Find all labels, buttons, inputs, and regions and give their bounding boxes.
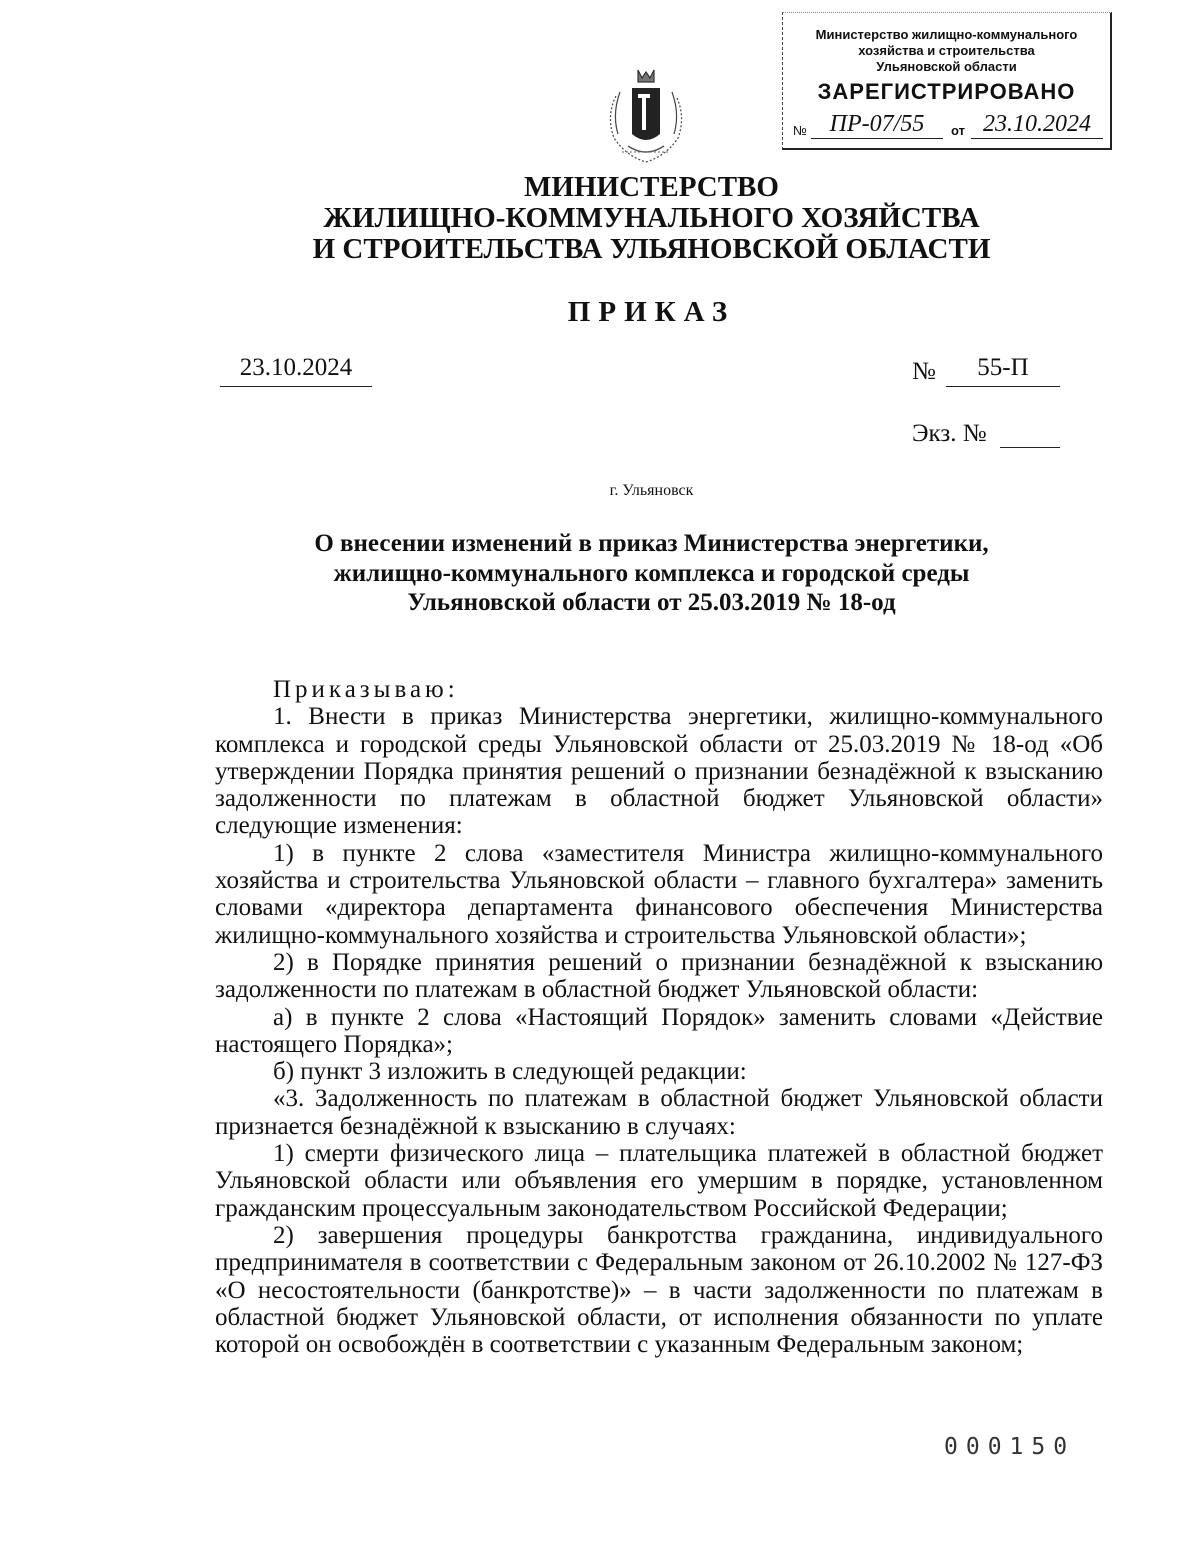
stamp-org-line-3: Ульяновской области — [876, 59, 1017, 74]
order-date: 23.10.2024 — [220, 354, 372, 387]
clause-1-item-2-b: б) пункт 3 изложить в следующей редакции: — [273, 1058, 747, 1086]
copy-number-label: Экз. № — [912, 420, 987, 447]
registration-stamp — [782, 12, 1112, 150]
subject-line-1: О внесении изменений в приказ Министерства энергетики, — [314, 530, 989, 557]
order-body — [215, 676, 1103, 1358]
ministry-heading-line-2: ЖИЛИЩНО-КОММУНАЛЬНОГО ХОЗЯЙСТВА — [323, 202, 980, 234]
stamp-date-label: от — [951, 123, 965, 138]
stamp-registration-number: ПР-07/55 — [811, 111, 943, 139]
clause-1-item-1: 1) в пункте 2 слова «заместителя Министра жилищно-коммунального хозяйства и строительства Ульяновской области – главного бухгалтера» заменить словами «директора департамента финансового обеспечения Министерства жилищно-коммунального хозяйства и строительства Ульяновской области»; — [215, 839, 1103, 949]
stamp-registration-date: 23.10.2024 — [971, 111, 1103, 139]
ministry-heading-line-1: МИНИСТЕРСТВО — [524, 171, 779, 203]
copy-number-blank — [1000, 420, 1060, 448]
point-3-case-1: 1) смерти физического лица – плательщика платежей в областной бюджет Ульяновской области или объявления его умершим в порядке, установленном гражданским процессуальным законодательством Российской Федерации; — [215, 1140, 1103, 1222]
order-number-label: № — [912, 358, 936, 385]
subject-line-3: Ульяновской области от 25.03.2019 № 18-од — [407, 589, 896, 616]
order-preamble: Приказываю: — [273, 676, 459, 703]
stamp-number-label: № — [793, 123, 807, 138]
ministry-heading-line-3: И СТРОИТЕЛЬСТВА УЛЬЯНОВСКОЙ ОБЛАСТИ — [312, 233, 991, 265]
document-type-title: ПРИКАЗ — [567, 296, 736, 328]
stamp-title: ЗАРЕГИСТРИРОВАНО — [817, 79, 1076, 104]
stamp-org-line-2: хозяйства и строительства — [858, 43, 1035, 58]
subject-line-2: жилищно-коммунального комплекса и городской среды — [333, 560, 970, 587]
point-3-heading: «3. Задолженность по платежам в областной бюджет Ульяновской области признается безнадёжной к взысканию в случаях: — [215, 1085, 1103, 1140]
stamp-org-line-1: Министерство жилищно-коммунального — [815, 27, 1078, 42]
city-name: г. Ульяновск — [609, 482, 694, 499]
coat-of-arms-icon — [598, 66, 694, 166]
clause-1-item-2: 2) в Порядке принятия решений о признании безнадёжной к взысканию задолженности по платежам в областной бюджет Ульяновской области: — [215, 948, 1103, 1004]
clause-1-item-2-a: а) в пункте 2 слова «Настоящий Порядок» заменить словами «Действие настоящего Порядка»; — [215, 1003, 1103, 1058]
order-number: 55-П — [946, 354, 1060, 387]
page-serial-number: 000150 — [944, 1434, 1076, 1460]
point-3-case-2: 2) завершения процедуры банкротства гражданина, индивидуального предпринимателя в соответствии с Федеральным законом от 26.10.2002 № 127-ФЗ «О несостоятельности (банкротстве)» – в части задолженности по платежам в областной бюджет Ульяновской области, от исполнения обязанности по уплате которой он освобождён в соответствии с указанным Федеральным законом; — [215, 1221, 1103, 1359]
clause-1: 1. Внести в приказ Министерства энергетики, жилищно-коммунального комплекса и городской среды Ульяновской области от 25.03.2019 № 18-од «Об утверждении Порядка принятия решений о признании безнадёжной к взысканию задолженности по платежам в областной бюджет Ульяновской области» следующие изменения: — [215, 703, 1103, 840]
